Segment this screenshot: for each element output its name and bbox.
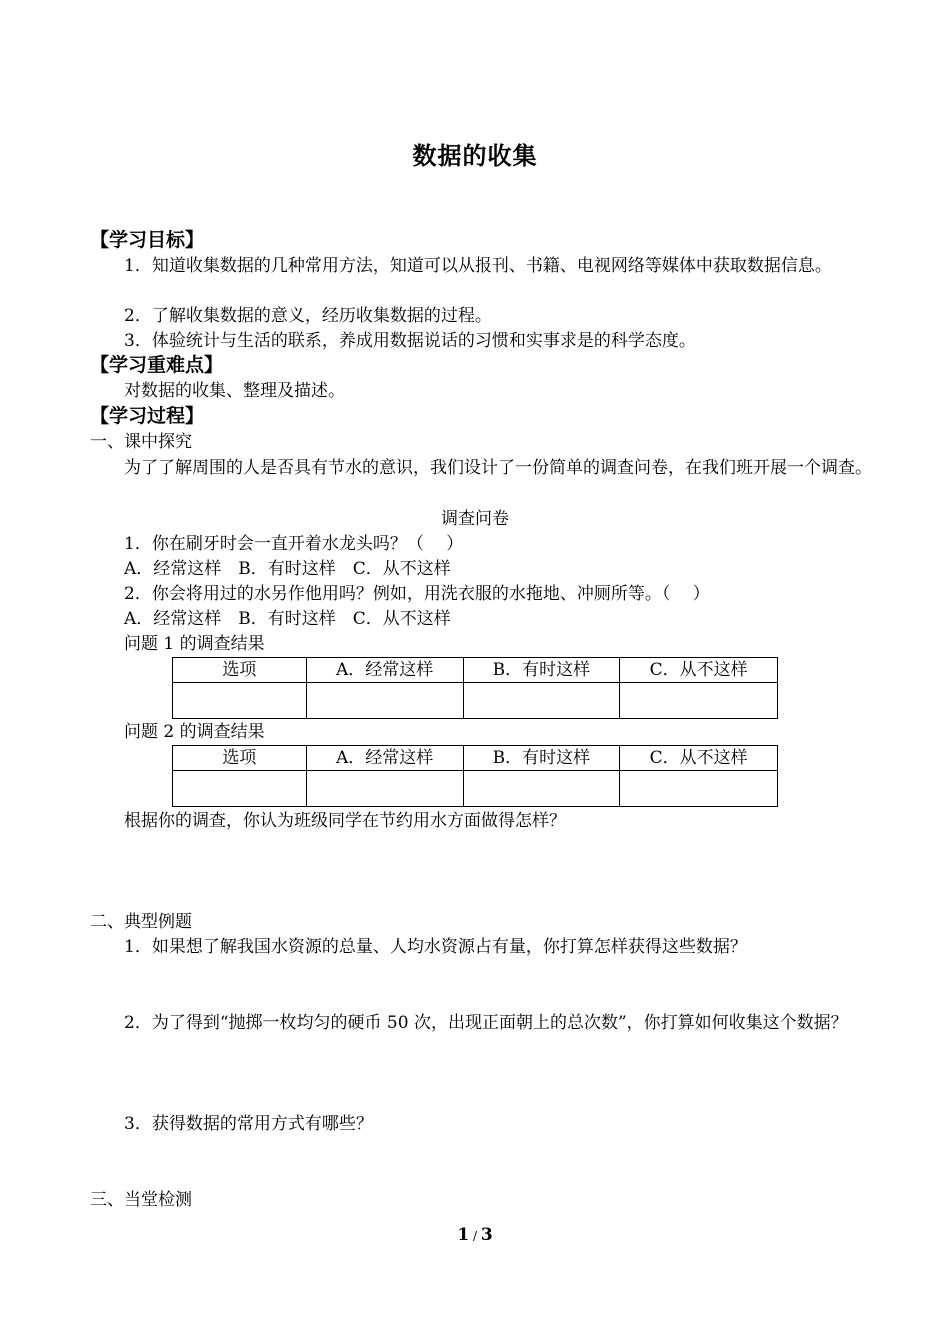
survey-question-2-options: A．经常这样 B．有时这样 C．从不这样: [124, 609, 451, 629]
table-header-cell: 选项: [173, 746, 307, 771]
blank-cell[interactable]: [620, 683, 778, 719]
page-number: 1 / 3: [457, 1225, 493, 1245]
survey-question-1: 1．你在刷牙时会一直开着水龙头吗？（ ）: [124, 534, 464, 554]
table-header-cell: C．从不这样: [620, 746, 778, 771]
example-question-2: 2．为了得到“抛掷一枚均匀的硬币 50 次，出现正面朝上的总次数”，你打算如何收集这个数据？: [124, 1013, 848, 1033]
table-header-cell: 选项: [173, 658, 307, 683]
page-title: 数据的收集: [412, 142, 538, 170]
page-current: 1: [457, 1225, 470, 1245]
table-header-cell: A．经常这样: [306, 658, 463, 683]
example-question-3: 3．获得数据的常用方式有哪些？: [124, 1114, 373, 1134]
result-1-label: 问题 1 的调查结果: [124, 634, 265, 654]
part1-intro: 为了了解周围的人是否具有节水的意识，我们设计了一份简单的调查问卷，在我们班开展一个调查。: [124, 458, 872, 478]
table-header-cell: B．有时这样: [463, 746, 620, 771]
table-header-cell: C．从不这样: [620, 658, 778, 683]
objective-item-3: 3．体验统计与生活的联系，养成用数据说话的习惯和实事求是的科学态度。: [124, 331, 696, 351]
blank-cell[interactable]: [463, 683, 620, 719]
objective-item-2: 2．了解收集数据的意义，经历收集数据的过程。: [124, 306, 492, 326]
followup-question: 根据你的调查，你认为班级同学在节约用水方面做得怎样？: [124, 811, 566, 831]
table-header-cell: B．有时这样: [463, 658, 620, 683]
table-row: [173, 771, 778, 807]
result-table-2: [172, 745, 778, 807]
result-table-1: [172, 657, 778, 719]
result-2-label: 问题 2 的调查结果: [124, 722, 265, 742]
key-points-heading: 【学习重难点】: [90, 354, 224, 376]
page-total: 3: [480, 1225, 493, 1245]
key-points-text: 对数据的收集、整理及描述。: [124, 381, 345, 401]
part2-title: 二、典型例题: [90, 912, 192, 932]
blank-cell[interactable]: [173, 771, 307, 807]
blank-cell[interactable]: [306, 683, 463, 719]
table-row: [173, 683, 778, 719]
table-header-row: [173, 658, 778, 683]
blank-cell[interactable]: [620, 771, 778, 807]
example-question-1: 1．如果想了解我国水资源的总量、人均水资源占有量，你打算怎样获得这些数据？: [124, 937, 747, 957]
blank-cell[interactable]: [463, 771, 620, 807]
blank-cell[interactable]: [173, 683, 307, 719]
table-header-cell: A．经常这样: [306, 746, 463, 771]
table-header-row: [173, 746, 778, 771]
survey-question-1-options: A．经常这样 B．有时这样 C．从不这样: [124, 559, 451, 579]
questionnaire-title: 调查问卷: [441, 509, 509, 529]
part3-title: 三、当堂检测: [90, 1190, 192, 1210]
part1-title: 一、课中探究: [90, 432, 192, 452]
objective-item-1: 1．知道收集数据的几种常用方法，知道可以从报刊、书籍、电视网络等媒体中获取数据信息。: [124, 256, 832, 276]
blank-cell[interactable]: [306, 771, 463, 807]
objectives-heading: 【学习目标】: [90, 229, 205, 251]
process-heading: 【学习过程】: [90, 405, 205, 427]
survey-question-2: 2．你会将用过的水另作他用吗？例如，用洗衣服的水拖地、冲厕所等。（ ）: [124, 584, 710, 604]
